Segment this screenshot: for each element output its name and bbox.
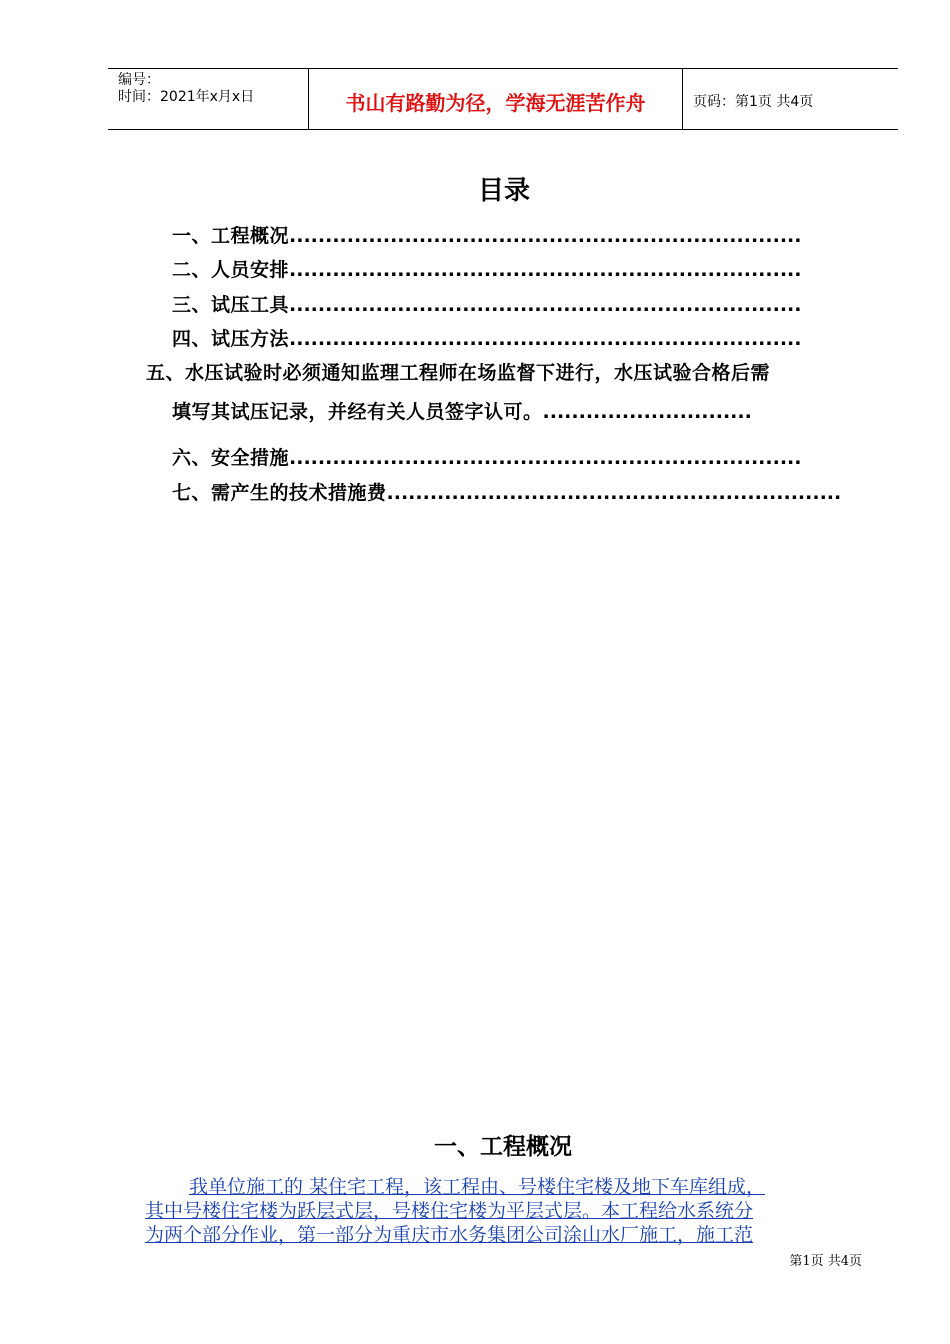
date-label: 时间：2021年x月x日 — [118, 89, 255, 105]
toc-item-3[interactable]: 三、试压工具....................................................................... — [172, 294, 802, 316]
toc-item-7[interactable]: 七、需产生的技术措施费............................................................... — [172, 482, 842, 504]
body-line-2[interactable]: 其中号楼住宅楼为跃层式层，号楼住宅楼为平层式层。本工程给水系统分 — [145, 1200, 754, 1222]
toc-item-2[interactable]: 二、人员安排....................................................................... — [172, 259, 802, 281]
toc-item-5-cont[interactable]: 填写其试压记录，并经有关人员签字认可。............................. — [172, 401, 752, 423]
toc-item-4[interactable]: 四、试压方法....................................................................... — [172, 328, 802, 350]
toc-item-label: 七、需产生的技术措施费 — [172, 482, 387, 504]
header-motto: 书山有路勤为径，学海无涯苦作舟 — [309, 69, 683, 129]
section-title: 一、工程概况 — [434, 1134, 572, 1160]
body-line-3[interactable]: 为两个部分作业，第一部分为重庆市水务集团公司涂山水厂施工，施工范 — [145, 1224, 754, 1246]
page-header — [108, 68, 898, 130]
toc-item-label: 五、水压试验时必须通知监理工程师在场监督下进行，水压试验合格后需 — [146, 362, 771, 384]
toc-item-6[interactable]: 六、安全措施....................................................................... — [172, 447, 802, 469]
toc-title: 目录 — [477, 176, 530, 206]
page-footer: 第1页 共4页 — [789, 1254, 862, 1269]
body-line-1[interactable]: 我单位施工的 某住宅工程，该工程由、号楼住宅楼及地下车库组成， — [189, 1176, 766, 1198]
toc-item-label: 填写其试压记录，并经有关人员签字认可。 — [172, 401, 543, 423]
toc-item-label: 一、工程概况 — [172, 225, 290, 247]
header-page-info: 页码：第1页 共4页 — [693, 94, 814, 110]
serial-label: 编号： — [118, 72, 160, 88]
toc-item-label: 二、人员安排 — [172, 259, 290, 281]
header-meta — [108, 69, 309, 129]
toc-item-1[interactable]: 一、工程概况....................................................................... — [172, 225, 802, 247]
toc-item-5[interactable] — [146, 361, 770, 385]
toc-item-label: 三、试压工具 — [172, 294, 290, 316]
toc-item-label: 四、试压方法 — [172, 328, 290, 350]
toc-item-label: 六、安全措施 — [172, 447, 290, 469]
